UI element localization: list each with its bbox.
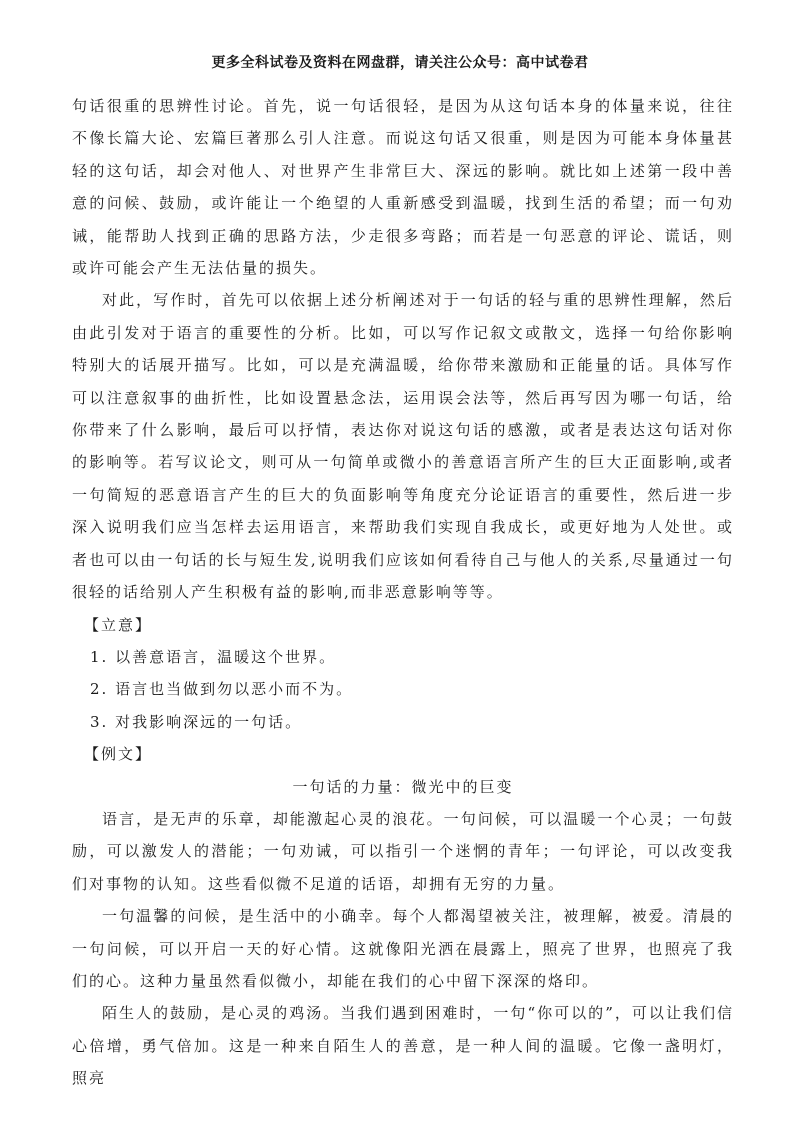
page-header-notice: 更多全科试卷及资料在网盘群，请关注公众号：高中试卷君 <box>211 55 589 71</box>
analysis-paragraph-1: 句话很重的思辨性讨论。首先，说一句话很轻，是因为从这句话本身的体量来说，往往不像长篇大论、宏篇巨著那么引人注意。而说这句话又很重，则是因为可能本身体量甚轻的这句话，却会对他人、对世界产生非常巨大、深远的影响。就比如上述第一段中善意的问候、鼓励，或许能让一个绝望的人重新感受到温暖，找到生活的希望；而一句劝诫，能帮助人找到正确的思路方法，少走很多弯路；而若是一句恶意的评论、谎话，则或许可能会产生无法估量的损失。 <box>72 97 734 278</box>
idea-item-2: 2. 语言也当做到勿以恶小而不为。 <box>90 680 354 699</box>
analysis-paragraph-2: 对此，写作时，首先可以依据上述分析阐述对于一句话的轻与重的思辨性理解，然后由此引发对于语言的重要性的分析。比如，可以写作记叙文或散文，选择一句给你影响特别大的话展开描写。比如，可以是充满温暖，给你带来激励和正能量的话。具体写作可以注意叙事的曲折性，比如设置悬念法，运用误会法等，然后再写因为哪一句话，给你带来了什么影响，最后可以抒情，表达你对说这句话的感激，或者是表达这句话对你的影响等。若写议论文，则可从一句简单或微小的善意语言所产生的巨大正面影响,或者一句简短的恶意语言产生的巨大的负面影响等角度充分论证语言的重要性，然后进一步深入说明我们应当怎样去运用语言，来帮助我们实现自我成长，或更好地为人处世。或者也可以由一句话的长与短生发,说明我们应该如何看待自己与他人的关系,尽量通过一句很轻的话给别人产生积极有益的影响,而非恶意影响等等。 <box>72 291 734 602</box>
idea-item-3: 3. 对我影响深远的一句话。 <box>90 712 303 731</box>
essay-paragraph-1: 语言，是无声的乐章，却能激起心灵的浪花。一句问候，可以温暖一个心灵；一句鼓励，可以激发人的潜能；一句劝诫，可以指引一个迷惘的青年；一句评论，可以改变我们对事物的认知。这些看似微不足道的话语，却拥有无穷的力量。 <box>72 809 734 893</box>
section-heading-liyi: 【立意】 <box>84 615 153 634</box>
essay-title: 一句话的力量：微光中的巨变 <box>292 777 514 796</box>
idea-item-1: 1. 以善意语言，温暖这个世界。 <box>90 647 337 666</box>
document-body <box>72 90 734 1095</box>
essay-paragraph-3: 陌生人的鼓励，是心灵的鸡汤。当我们遇到困难时，一句“你可以的”，可以让我们信心倍增，勇气倍加。这是一种来自陌生人的善意，是一种人间的温暖。它像一盏明灯，照亮 <box>72 1004 734 1088</box>
essay-paragraph-2: 一句温馨的问候，是生活中的小确幸。每个人都渴望被关注，被理解，被爱。清晨的一句问候，可以开启一天的好心情。这就像阳光洒在晨露上，照亮了世界，也照亮了我们的心。这种力量虽然看似微小，却能在我们的心中留下深深的烙印。 <box>72 907 734 990</box>
section-heading-liwen: 【例文】 <box>84 745 153 764</box>
